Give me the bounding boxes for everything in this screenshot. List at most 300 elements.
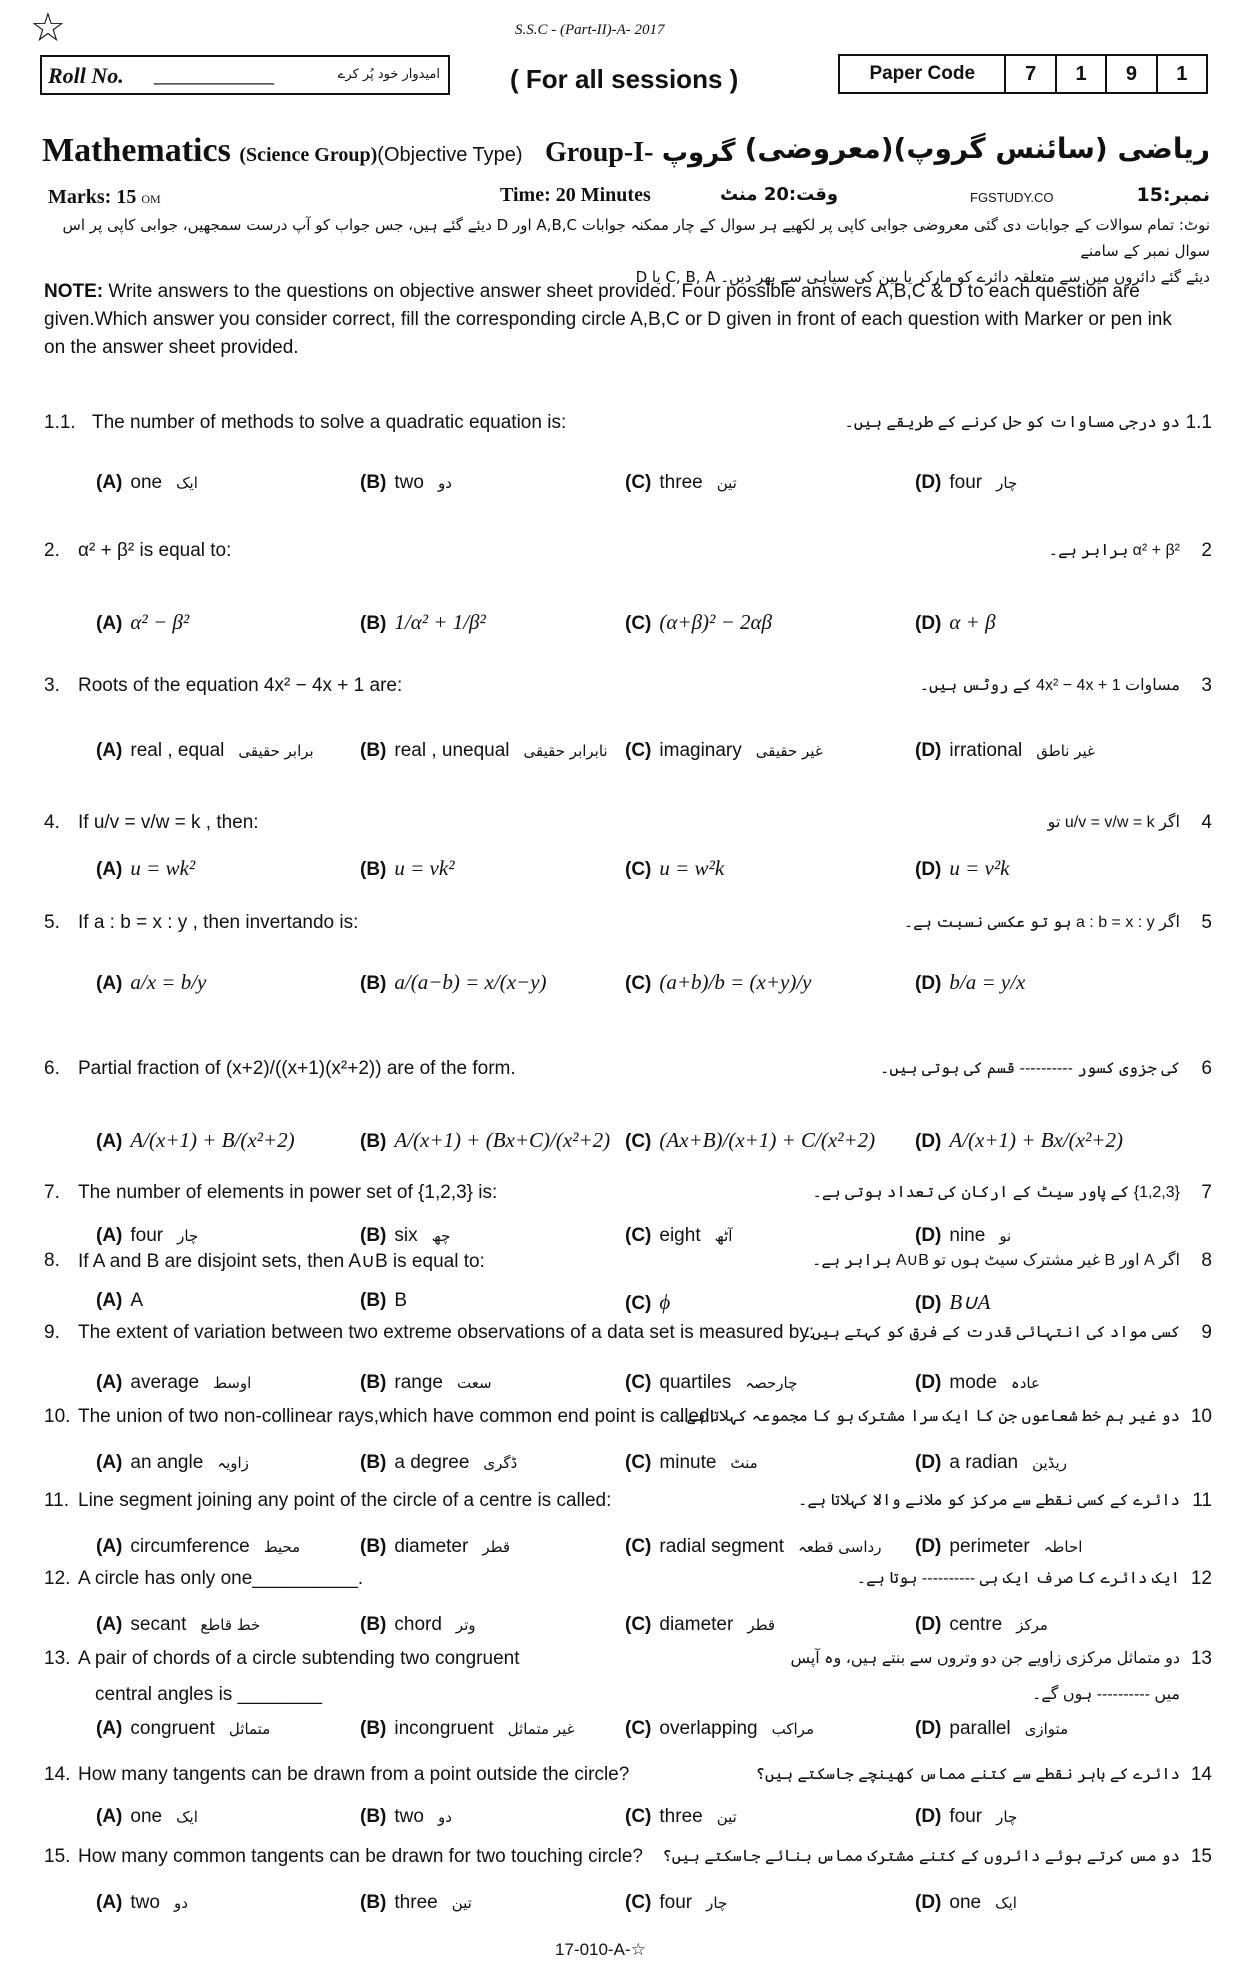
question-urdu-number: 4 — [1201, 812, 1212, 833]
option-a[interactable] — [96, 1225, 198, 1247]
option-urdu: احاطہ — [1043, 1538, 1083, 1556]
option-urdu: غیر متماثل — [507, 1720, 575, 1738]
question-number: 2. — [44, 540, 60, 561]
option-text: B∪A — [949, 1290, 991, 1314]
question-text: The number of methods to solve a quadratic equation is: — [92, 412, 567, 433]
option-text: one — [130, 472, 163, 493]
option-text: u = vk² — [394, 856, 455, 880]
option-c[interactable] — [625, 1128, 875, 1153]
option-b[interactable] — [360, 1452, 517, 1474]
option-urdu: قطر — [482, 1538, 511, 1556]
option-d[interactable] — [915, 472, 1017, 494]
option-d[interactable] — [915, 1452, 1067, 1474]
paper-code-digit: 1 — [1176, 62, 1188, 85]
option-letter: (C) — [625, 859, 652, 880]
option-a[interactable] — [96, 610, 189, 635]
question-urdu: مساوات 4x² − 4x + 1 کے روٹس ہیں۔ — [919, 677, 1180, 694]
option-letter: (A) — [96, 1806, 123, 1827]
option-text: four — [949, 1806, 983, 1827]
marks-label — [48, 186, 161, 209]
option-urdu: چار — [177, 1227, 199, 1245]
option-letter: (A) — [96, 1536, 123, 1557]
option-d[interactable] — [915, 610, 996, 635]
question-urdu-number: 10 — [1190, 1406, 1212, 1427]
option-urdu: مراکب — [771, 1720, 814, 1738]
option-urdu: تین — [716, 474, 737, 492]
option-b[interactable] — [360, 1718, 574, 1740]
option-urdu: مرکز — [1016, 1616, 1048, 1634]
option-b[interactable] — [360, 472, 452, 494]
option-text: u = wk² — [130, 856, 196, 880]
option-text: α² − β² — [130, 610, 190, 634]
group-number: Group-I- — [545, 137, 654, 168]
option-urdu: دو — [437, 1808, 452, 1826]
option-b[interactable] — [360, 1372, 492, 1394]
option-c[interactable] — [625, 1614, 775, 1636]
option-d[interactable] — [915, 1536, 1082, 1558]
option-d[interactable] — [915, 740, 1095, 762]
question-number: 13. — [44, 1648, 71, 1669]
option-letter: (D) — [915, 1718, 942, 1739]
option-text: secant — [130, 1614, 187, 1635]
option-c[interactable] — [625, 1225, 732, 1247]
option-letter: (A) — [96, 1718, 123, 1739]
question-urdu: دو متماثل مرکزی زاویے جن دو وتروں سے بنتے ہیں، وہ آپس — [790, 1650, 1180, 1667]
option-letter: (B) — [360, 740, 387, 761]
option-letter: (D) — [915, 1892, 942, 1913]
option-a[interactable] — [96, 1892, 188, 1914]
option-letter: (C) — [625, 1892, 652, 1913]
option-a[interactable] — [96, 1128, 295, 1153]
option-text: one — [130, 1806, 163, 1827]
option-d[interactable] — [915, 1614, 1048, 1636]
question-text: How many common tangents can be drawn for two touching circle? — [78, 1846, 643, 1867]
note-english — [44, 278, 1194, 362]
option-text: diameter — [394, 1536, 469, 1557]
option-text: an angle — [130, 1452, 204, 1473]
option-text: circumference — [130, 1536, 250, 1557]
option-letter: (D) — [915, 973, 942, 994]
paper-code-digit: 7 — [1006, 56, 1056, 92]
option-letter: (C) — [625, 1225, 652, 1246]
option-d[interactable] — [915, 1372, 1040, 1394]
option-letter: (A) — [96, 859, 123, 880]
option-text: four — [949, 472, 983, 493]
option-a[interactable] — [96, 1806, 198, 1828]
question-urdu-number: 3 — [1201, 675, 1212, 696]
option-a[interactable] — [96, 1452, 249, 1474]
roll-blank: ____________ — [154, 65, 275, 85]
question-text: Partial fraction of (x+2)/((x+1)(x²+2)) are of the form. — [78, 1058, 516, 1079]
time-label: Time: 20 Minutes — [500, 184, 651, 206]
option-text: eight — [659, 1225, 701, 1246]
option-letter: (C) — [625, 973, 652, 994]
question-urdu-number: 1.1 — [1185, 412, 1212, 433]
option-urdu: قطر — [747, 1616, 776, 1634]
sessions-label: ( For all sessions ) — [510, 64, 739, 94]
option-text: A/(x+1) + (Bx+C)/(x²+2) — [394, 1128, 611, 1152]
option-letter: (D) — [915, 1225, 942, 1246]
option-letter: (A) — [96, 1290, 123, 1311]
question-urdu: اگر a : b = x : y ہو تو عکسی نسبت ہے۔ — [903, 914, 1180, 931]
option-text: radial segment — [659, 1536, 785, 1557]
option-urdu: دو — [437, 474, 452, 492]
paper-code-digit: 9 — [1107, 56, 1157, 92]
question-text: The extent of variation between two extreme observations of a data set is measured by: — [78, 1322, 815, 1343]
option-letter: (C) — [625, 613, 652, 634]
question-number: 9. — [44, 1322, 60, 1343]
option-text: (α+β)² − 2αβ — [659, 610, 772, 634]
question-text: If A and B are disjoint sets, then A∪B is equal to: — [78, 1251, 485, 1272]
option-urdu: دو — [173, 1894, 188, 1912]
option-text: A/(x+1) + B/(x²+2) — [130, 1128, 295, 1152]
option-urdu: وتر — [455, 1616, 476, 1634]
option-letter: (B) — [360, 1614, 387, 1635]
option-urdu: ایک — [176, 1808, 198, 1826]
option-letter: (A) — [96, 472, 123, 493]
option-a[interactable] — [96, 856, 195, 881]
question-urdu: کسی مواد کی انتہائی قدرت کے فرق کو کہتے ہیں۔ — [802, 1324, 1180, 1341]
option-urdu: زاویہ — [217, 1454, 249, 1472]
option-text: overlapping — [659, 1718, 758, 1739]
question-text: central angles is ________ — [95, 1684, 323, 1705]
option-text: a degree — [394, 1452, 470, 1473]
note-text: Write answers to the questions on objective answer sheet provided. Four possible answers A,B,C & D to each question are given.Which answer you consider correct, fill the corresponding circle A,B,C or D given in front of each question with Marker or pen ink on the answer sheet provided. — [44, 281, 1172, 358]
option-text: four — [659, 1892, 693, 1913]
option-letter: (B) — [360, 1290, 387, 1311]
option-text: u = w²k — [659, 856, 725, 880]
option-text: a radian — [949, 1452, 1019, 1473]
subject-title: Mathematics — [42, 132, 231, 169]
option-urdu: نو — [999, 1227, 1012, 1245]
session-line: S.S.C - (Part-II)-A- 2017 — [515, 22, 665, 38]
option-urdu: عادہ — [1010, 1374, 1040, 1392]
option-urdu: متوازی — [1024, 1720, 1069, 1738]
question-number: 15. — [44, 1846, 71, 1867]
option-text: two — [394, 1806, 424, 1827]
option-d[interactable] — [915, 856, 1010, 881]
option-text: 1/α² + 1/β² — [394, 610, 486, 634]
option-letter: (A) — [96, 1131, 123, 1152]
option-text: imaginary — [659, 740, 742, 761]
option-letter: (B) — [360, 1536, 387, 1557]
option-c[interactable] — [625, 1718, 814, 1740]
option-letter: (C) — [625, 740, 652, 761]
marks-value: Marks: 15 — [48, 186, 137, 208]
option-letter: (C) — [625, 1452, 652, 1473]
option-letter: (D) — [915, 1293, 942, 1314]
question-urdu: {1,2,3} کے پاور سیٹ کے ارکان کی تعداد ہوتی ہے۔ — [812, 1184, 1180, 1201]
paper-code-digit: 1 — [1057, 56, 1107, 92]
option-b[interactable] — [360, 1806, 452, 1828]
option-b[interactable] — [360, 1892, 472, 1914]
question-urdu: α² + β² برابر ہے۔ — [1048, 542, 1180, 559]
option-letter: (C) — [625, 1536, 652, 1557]
option-urdu: رداسی قطعہ — [798, 1538, 882, 1556]
option-b[interactable] — [360, 610, 486, 635]
option-urdu: محیط — [263, 1538, 301, 1556]
option-d[interactable] — [915, 1225, 1011, 1247]
option-letter: (C) — [625, 1614, 652, 1635]
option-text: chord — [394, 1614, 442, 1635]
option-a[interactable] — [96, 1614, 260, 1636]
option-b[interactable] — [360, 1128, 610, 1153]
question-urdu: اگر u/v = v/w = k تو — [1047, 814, 1180, 831]
option-a[interactable] — [96, 472, 198, 494]
question-urdu: اگر A اور B غیر مشترک سیٹ ہوں تو A∪B برابر ہے۔ — [811, 1252, 1180, 1269]
option-b[interactable] — [360, 970, 547, 995]
option-letter: (B) — [360, 1452, 387, 1473]
option-text: u = v²k — [949, 856, 1010, 880]
option-urdu: نابرابر حقیقی — [523, 742, 608, 760]
option-letter: (B) — [360, 472, 387, 493]
option-c[interactable] — [625, 610, 772, 635]
option-c[interactable] — [625, 1892, 727, 1914]
option-text: two — [130, 1892, 160, 1913]
option-text: incongruent — [394, 1718, 494, 1739]
option-letter: (B) — [360, 1718, 387, 1739]
option-letter: (C) — [625, 472, 652, 493]
option-letter: (C) — [625, 1718, 652, 1739]
option-letter: (B) — [360, 1372, 387, 1393]
option-urdu: آٹھ — [714, 1227, 733, 1245]
option-text: α + β — [949, 610, 996, 634]
group-urdu: گروپ — [661, 138, 736, 168]
option-b[interactable] — [360, 740, 608, 762]
option-letter: (B) — [360, 1806, 387, 1827]
question-text: α² + β² is equal to: — [78, 540, 232, 561]
option-d[interactable] — [915, 1290, 990, 1315]
option-letter: (A) — [96, 1452, 123, 1473]
option-c[interactable] — [625, 1806, 737, 1828]
option-a[interactable] — [96, 970, 206, 995]
option-text: centre — [949, 1614, 1003, 1635]
question-urdu-number: 14 — [1190, 1764, 1212, 1785]
note-urdu-line: نوٹ: تمام سوالات کے جوابات دی گئی معروضی جوابی کاپی پر لکھیے ہر سوال کے چار ممکنہ جوابات A,B,C اور D دیئے گئے ہیں، جس جواب کو آپ درست سمجھیں، جوابی کاپی پر اس سوال نمبر کے سامنے — [62, 216, 1210, 260]
option-c[interactable] — [625, 970, 812, 995]
question-urdu: دو مس کرتے ہوئے دائروں کے کتنے مشترک مماس بنائے جاسکتے ہیں؟ — [662, 1848, 1180, 1865]
option-c[interactable] — [625, 1452, 758, 1474]
question-urdu: دائرے کے باہر نقطے سے کتنے مماس کھینچے جاسکتے ہیں؟ — [755, 1766, 1180, 1783]
option-letter: (A) — [96, 1372, 123, 1393]
option-urdu: منٹ — [730, 1454, 758, 1472]
option-urdu: ڈگری — [483, 1454, 518, 1472]
option-urdu: تین — [451, 1894, 472, 1912]
question-number: 11. — [44, 1490, 70, 1511]
option-c[interactable] — [625, 1536, 881, 1558]
option-urdu: برابر حقیقی — [238, 742, 314, 760]
option-text: (Ax+B)/(x+1) + C/(x²+2) — [659, 1128, 876, 1152]
option-letter: (A) — [96, 1225, 123, 1246]
question-urdu-number: 13 — [1190, 1648, 1212, 1669]
option-letter: (D) — [915, 472, 942, 493]
option-letter: (A) — [96, 1892, 123, 1913]
option-letter: (C) — [625, 1806, 652, 1827]
option-urdu: اوسط — [213, 1374, 252, 1392]
option-urdu: چار — [996, 474, 1018, 492]
question-urdu-number: 6 — [1201, 1058, 1212, 1079]
option-b[interactable] — [360, 856, 455, 881]
option-letter: (B) — [360, 859, 387, 880]
option-text: minute — [659, 1452, 717, 1473]
marks-suffix: OM — [141, 192, 161, 206]
note-label: NOTE: — [44, 281, 104, 302]
option-d[interactable] — [915, 1718, 1068, 1740]
option-urdu: خط قاطع — [200, 1616, 261, 1634]
option-urdu: چار — [706, 1894, 728, 1912]
option-letter: (C) — [625, 1131, 652, 1152]
option-urdu: تین — [716, 1808, 737, 1826]
option-text: four — [130, 1225, 164, 1246]
question-urdu-number: 9 — [1201, 1322, 1212, 1343]
option-text: irrational — [949, 740, 1023, 761]
roll-urdu: امیدوار خود پُر کرے — [337, 67, 440, 82]
option-letter: (A) — [96, 1614, 123, 1635]
option-text: (a+b)/b = (x+y)/y — [659, 970, 812, 994]
question-urdu-number: 8 — [1201, 1250, 1212, 1271]
option-text: three — [659, 472, 703, 493]
type-label: (Objective Type) — [377, 144, 523, 166]
question-urdu-number: 15 — [1190, 1846, 1212, 1867]
question-urdu: دائرے کے کسی نقطے سے مرکز کو ملانے والا کہلاتا ہے۔ — [798, 1492, 1180, 1509]
paper-code-box — [838, 54, 1208, 94]
option-text: a/x = b/y — [130, 970, 207, 994]
option-text: one — [949, 1892, 982, 1913]
option-letter: (D) — [915, 1452, 942, 1473]
question-text: The union of two non-collinear rays,which have common end point is called: — [78, 1406, 715, 1427]
option-letter: (B) — [360, 973, 387, 994]
option-b[interactable] — [360, 1225, 450, 1247]
question-number: 5. — [44, 912, 60, 933]
question-urdu: دو غیر ہم خط شعاعوں جن کا ایک سرا مشترک ہو کا مجموعہ کہلاتا ہے۔ — [677, 1408, 1180, 1425]
option-text: range — [394, 1372, 443, 1393]
footer-code: 17-010-A-☆ — [555, 1940, 646, 1959]
watermark-text: FGSTUDY.CO — [970, 190, 1054, 205]
option-letter: (C) — [625, 1293, 652, 1314]
option-c[interactable] — [625, 472, 737, 494]
option-text: three — [394, 1892, 438, 1913]
option-text: perimeter — [949, 1536, 1030, 1557]
question-urdu: دو درجی مساوات کو حل کرنے کے طریقے ہیں۔ — [844, 414, 1180, 431]
option-letter: (D) — [915, 859, 942, 880]
page-title — [42, 132, 736, 170]
question-number: 4. — [44, 812, 60, 833]
option-d[interactable] — [915, 1892, 1017, 1914]
note-urdu-line: دیئے گئے دائروں میں سے متعلقہ دائرے کو مارکر یا پین کی سیاہی سے بھر دیں۔ C, B, A یا D — [635, 268, 1210, 286]
option-b[interactable] — [360, 1614, 476, 1636]
option-d[interactable] — [915, 1128, 1123, 1153]
option-letter: (D) — [915, 1131, 942, 1152]
question-number: 7. — [44, 1182, 60, 1203]
question-urdu-number: 7 — [1201, 1182, 1212, 1203]
question-text: A pair of chords of a circle subtending two congruent — [78, 1648, 520, 1669]
question-text: The number of elements in power set of {1,2,3} is: — [78, 1182, 498, 1203]
question-urdu-number: 5 — [1201, 912, 1212, 933]
option-c[interactable] — [625, 1372, 797, 1394]
time-urdu: وقت:20 منٹ — [720, 184, 839, 205]
option-letter: (A) — [96, 973, 123, 994]
option-text: A — [130, 1290, 144, 1311]
option-urdu: غیر حقیقی — [755, 742, 823, 760]
question-number: 1.1. — [44, 412, 76, 433]
option-letter: (D) — [915, 740, 942, 761]
option-c[interactable] — [625, 856, 724, 881]
option-text: quartiles — [659, 1372, 732, 1393]
option-letter: (B) — [360, 1892, 387, 1913]
option-a[interactable] — [96, 1718, 270, 1740]
option-c[interactable] — [625, 1290, 670, 1315]
option-b[interactable] — [360, 1290, 407, 1312]
option-text: six — [394, 1225, 418, 1246]
option-text: congruent — [130, 1718, 215, 1739]
question-text: How many tangents can be drawn from a point outside the circle? — [78, 1764, 630, 1785]
option-letter: (D) — [915, 1806, 942, 1827]
option-text: b/a = y/x — [949, 970, 1026, 994]
question-number: 6. — [44, 1058, 60, 1079]
question-text: If a : b = x : y , then invertando is: — [78, 912, 359, 933]
question-number: 3. — [44, 675, 60, 696]
option-letter: (B) — [360, 613, 387, 634]
option-a[interactable] — [96, 1536, 300, 1558]
option-letter: (B) — [360, 1225, 387, 1246]
question-number: 10. — [44, 1406, 71, 1427]
question-number: 14. — [44, 1764, 71, 1785]
option-urdu: چار — [996, 1808, 1018, 1826]
question-urdu-number: 12 — [1190, 1568, 1212, 1589]
group-label: (Science Group) — [239, 144, 378, 166]
question-text: If u/v = v/w = k , then: — [78, 812, 259, 833]
marks-urdu: نمبر:15 — [1136, 184, 1210, 206]
roll-number-box[interactable] — [40, 55, 450, 95]
question-text: Roots of the equation 4x² − 4x + 1 are: — [78, 675, 403, 696]
option-text: two — [394, 472, 424, 493]
option-urdu: ایک — [995, 1894, 1017, 1912]
option-a[interactable] — [96, 1290, 143, 1312]
question-urdu: کی جزوی کسور ---------- قسم کی ہوتی ہیں۔ — [879, 1060, 1180, 1077]
question-text: A circle has only one__________. — [78, 1568, 364, 1589]
paper-code-label: Paper Code — [840, 56, 1006, 92]
option-text: ϕ — [659, 1290, 671, 1314]
question-number: 8. — [44, 1250, 60, 1271]
option-a[interactable] — [96, 740, 314, 762]
option-text: A/(x+1) + Bx/(x²+2) — [949, 1128, 1123, 1152]
option-b[interactable] — [360, 1536, 510, 1558]
option-letter: (D) — [915, 613, 942, 634]
option-d[interactable] — [915, 970, 1025, 995]
option-text: real , unequal — [394, 740, 510, 761]
question-urdu: ایک دائرے کا صرف ایک ہی ---------- ہوتا ہے۔ — [856, 1570, 1180, 1587]
question-urdu-number: 2 — [1201, 540, 1212, 561]
option-a[interactable] — [96, 1372, 251, 1394]
option-urdu: چھ — [431, 1227, 451, 1245]
option-d[interactable] — [915, 1806, 1017, 1828]
question-urdu: میں ---------- ہوں گے۔ — [1032, 1686, 1180, 1703]
option-letter: (C) — [625, 1372, 652, 1393]
option-text: nine — [949, 1225, 986, 1246]
option-c[interactable] — [625, 740, 823, 762]
option-text: B — [394, 1290, 408, 1311]
option-text: mode — [949, 1372, 997, 1393]
roll-label: Roll No. — [48, 63, 124, 88]
option-letter: (B) — [360, 1131, 387, 1152]
option-letter: (A) — [96, 740, 123, 761]
option-text: parallel — [949, 1718, 1011, 1739]
option-urdu: چارحصہ — [745, 1374, 798, 1392]
option-text: real , equal — [130, 740, 225, 761]
option-urdu: سعت — [457, 1374, 492, 1392]
option-letter: (D) — [915, 1536, 942, 1557]
option-letter: (A) — [96, 613, 123, 634]
